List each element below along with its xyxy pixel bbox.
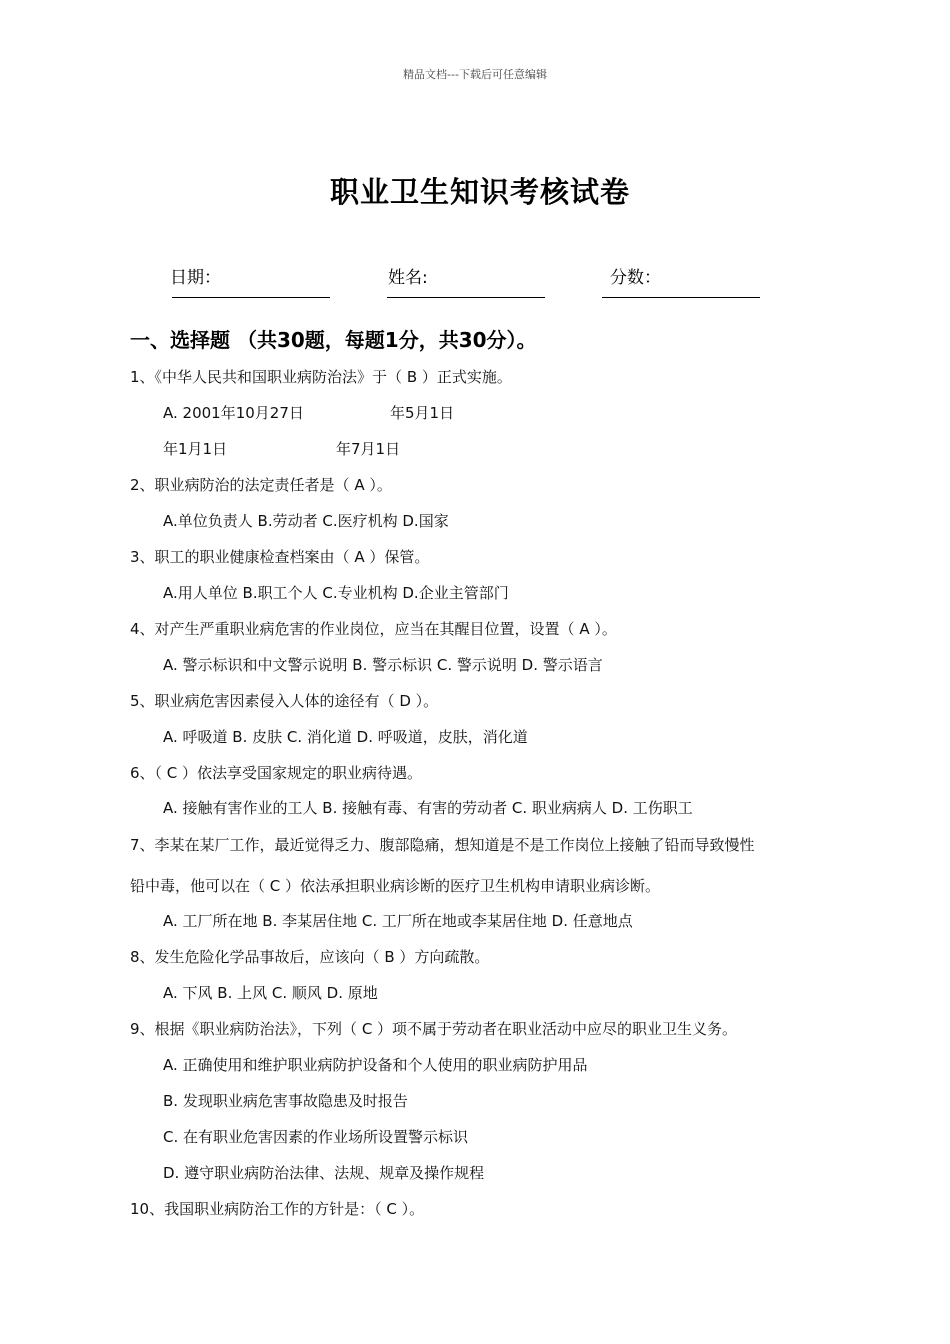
- question-4-options: A. 警示标识和中文警示说明 B. 警示标识 C. 警示说明 D. 警示语言: [163, 656, 603, 674]
- question-1-option-b: 年5月1日: [390, 404, 455, 422]
- question-7-continued: 铅中毒，他可以在（ C ）依法承担职业病诊断的医疗卫生机构申请职业病诊断。: [130, 877, 661, 895]
- question-1-option-d: 年7月1日: [336, 440, 401, 458]
- question-1-option-c: 年1月1日: [163, 440, 228, 458]
- score-blank-line: [602, 297, 760, 298]
- question-6-options: A. 接触有害作业的工人 B. 接触有毒、有害的劳动者 C. 职业病病人 D. 工伤职工: [163, 799, 693, 817]
- score-label: 分数：: [610, 268, 661, 288]
- question-9: 9、根据《职业病防治法》，下列（ C ）项不属于劳动者在职业活动中应尽的职业卫生义务。: [130, 1020, 738, 1038]
- question-1-option-a: A. 2001年10月27日: [163, 404, 304, 422]
- question-10: 10、我国职业病防治工作的方针是：（ C ）。: [130, 1200, 425, 1218]
- question-8-options: A. 下风 B. 上风 C. 顺风 D. 原地: [163, 984, 378, 1002]
- question-9-option-c: C. 在有职业危害因素的作业场所设置警示标识: [163, 1128, 469, 1146]
- question-3: 3、职工的职业健康检查档案由（ A ）保管。: [130, 548, 430, 566]
- section-heading: 一、选择题 （共30题，每题1分，共30分）。: [130, 328, 537, 352]
- question-5-options: A. 呼吸道 B. 皮肤 C. 消化道 D. 呼吸道，皮肤，消化道: [163, 728, 528, 746]
- question-7-options: A. 工厂所在地 B. 李某居住地 C. 工厂所在地或李某居住地 D. 任意地点: [163, 912, 633, 930]
- date-label: 日期：: [170, 268, 221, 288]
- header-note: 精品文档---下载后可任意编辑: [403, 68, 547, 81]
- question-1: 1、《中华人民共和国职业病防治法》于（ B ）正式实施。: [130, 368, 512, 386]
- question-2-options: A.单位负责人 B.劳动者 C.医疗机构 D.国家: [163, 512, 449, 530]
- date-blank-line: [172, 297, 330, 298]
- question-5: 5、职业病危害因素侵入人体的途径有（ D ）。: [130, 692, 439, 710]
- question-8: 8、发生危险化学品事故后，应该向（ B ）方向疏散。: [130, 948, 490, 966]
- question-9-option-d: D. 遵守职业病防治法律、法规、规章及操作规程: [163, 1164, 485, 1182]
- question-9-option-b: B. 发现职业病危害事故隐患及时报告: [163, 1092, 408, 1110]
- question-6: 6、（ C ）依法享受国家规定的职业病待遇。: [130, 764, 423, 782]
- name-label: 姓名:: [388, 268, 428, 288]
- page-title: 职业卫生知识考核试卷: [329, 175, 630, 209]
- question-7: 7、李某在某厂工作，最近觉得乏力、腹部隐痛，想知道是不是工作岗位上接触了铅而导致慢性: [130, 836, 755, 854]
- question-2: 2、职业病防治的法定责任者是（ A ）。: [130, 476, 392, 494]
- question-9-option-a: A. 正确使用和维护职业病防护设备和个人使用的职业病防护用品: [163, 1056, 588, 1074]
- question-4: 4、对产生严重职业病危害的作业岗位，应当在其醒目位置，设置（ A ）。: [130, 620, 617, 638]
- question-3-options: A.用人单位 B.职工个人 C.专业机构 D.企业主管部门: [163, 584, 509, 602]
- name-blank-line: [387, 297, 545, 298]
